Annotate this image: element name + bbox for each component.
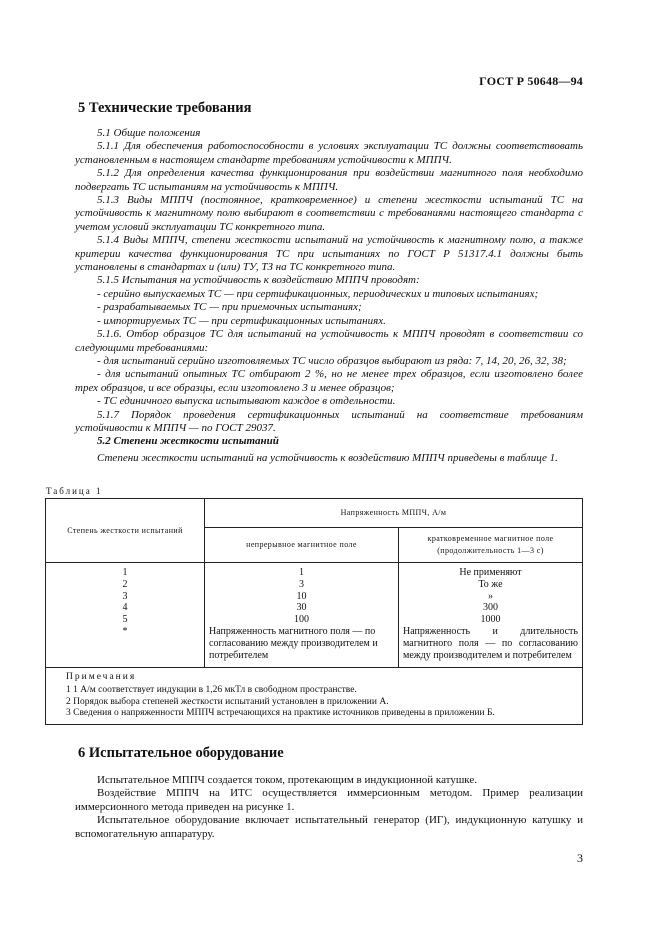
- short-term-value: То же: [478, 578, 503, 590]
- section-5-body: [75, 127, 583, 465]
- standard-code: ГОСТ Р 50648—94: [479, 74, 583, 88]
- list-item: - импортируемых ТС — при сертификационных испытаниях.: [97, 314, 386, 327]
- col-header-continuous: непрерывное магнитное поле: [205, 528, 399, 563]
- table-caption: Таблица 1: [46, 486, 103, 496]
- para-5-1-1: 5.1.1 Для обеспечения работоспособности в условиях эксплуатации ТС должны соответствовать установленным в настоящем стандарте требованиям устойчивости к МППЧ.: [75, 140, 583, 166]
- para-5-1: 5.1 Общие положения: [97, 127, 201, 139]
- page-number: 3: [577, 851, 583, 865]
- list-item: - разрабатываемых ТС — при приемочных испытаниях;: [97, 301, 362, 314]
- note-item: 3 Сведения о напряженности МППЧ встречающихся на практике источников приведены в приложении Б.: [66, 708, 495, 719]
- section-6-body: [75, 774, 583, 841]
- notes-caption: Примечания: [66, 672, 137, 683]
- continuous-value: 100: [294, 614, 309, 626]
- level-value: 5: [122, 614, 128, 626]
- short-term-value: »: [488, 590, 493, 602]
- para-6-3: Испытательное оборудование включает испытательный генератор (ИГ), индукционную катушку и вспомогательную аппаратуру.: [75, 814, 583, 840]
- section-6-heading: 6 Испытательное оборудование: [78, 745, 284, 761]
- para-6-1: Испытательное МППЧ создается током, протекающим в индукционной катушке.: [97, 774, 478, 786]
- short-term-cell: [399, 563, 583, 668]
- section-5-heading: 5 Технические требования: [78, 100, 252, 116]
- level-value: 3: [122, 590, 128, 602]
- level-value: *: [122, 625, 128, 637]
- continuous-value: 30: [296, 602, 307, 614]
- col-header-level: Степень жесткости испытаний: [46, 499, 205, 563]
- short-term-value: 300: [483, 602, 498, 614]
- note-item: 2 Порядок выбора степеней жесткости испытаний установлен в приложении А.: [66, 696, 389, 707]
- levels-cell: [46, 563, 205, 668]
- col-header-short-term: кратковременное магнитное поле (продолжительность 1—3 с): [399, 528, 583, 563]
- para-5-1-4: 5.1.4 Виды МППЧ, степени жесткости испытаний на устойчивость к магнитному полю, а также критерии качества функционирования ТС при испытаниях по ГОСТ Р 51317.4.1 должны быть установлены в стандартах и (или) ТУ, ТЗ на ТС конкретного типа.: [75, 234, 583, 274]
- short-term-value: 1000: [480, 614, 501, 626]
- note-item: 1 1 А/м соответствует индукции в 1,26 мкТл в свободном пространстве.: [66, 684, 357, 695]
- continuous-note: Напряженность магнитного поля — по согласованию между производителем и потребителем: [209, 625, 378, 661]
- level-value: 2: [122, 578, 128, 590]
- para-6-2: Воздействие МППЧ на ИТС осуществляется иммерсионным методом. Пример реализации иммерсионного метода приведен на рисунке 1.: [75, 787, 583, 813]
- table-1: [45, 498, 583, 725]
- list-item: - ТС единичного выпуска испытывают каждое в отдельности.: [97, 395, 396, 408]
- continuous-cell: [205, 563, 399, 668]
- para-5-1-3: 5.1.3 Виды МППЧ (постоянное, кратковременное) и степени жесткости испытаний ТС на устойчивость к магнитному полю выбирают в соответствии с требованиями настоящего стандарта с учетом условий эксплуатации ТС конкретного типа.: [75, 194, 583, 233]
- level-value: 4: [122, 602, 128, 614]
- subsection-5-2-heading: 5.2 Степени жесткости испытаний: [97, 435, 279, 448]
- para-5-2: Степени жесткости испытаний на устойчивость к воздействию МППЧ приведены в таблице 1.: [97, 451, 558, 464]
- short-term-value: Не применяют: [459, 567, 522, 578]
- list-item: - серийно выпускаемых ТС — при сертификационных, периодических и типовых испытаниях;: [97, 287, 539, 300]
- para-5-1-6: 5.1.6. Отбор образцов ТС для испытаний на устойчивость к МППЧ проводят в соответствии со следующими требованиями:: [75, 328, 583, 354]
- para-5-1-5: 5.1.5 Испытания на устойчивость к воздействию МППЧ проводят:: [97, 274, 420, 287]
- para-5-1-2: 5.1.2 Для определения качества функционирования при воздействии магнитного поля необходимо подвергать ТС испытаниям на устойчивость к МППЧ.: [75, 167, 583, 193]
- list-item: - для испытаний опытных ТС отбирают 2 %, но не менее трех образцов, если изготовлено более трех образцов, и все образцы, если изготовлено 3 и менее образцов;: [75, 368, 583, 394]
- continuous-value: 10: [296, 590, 307, 602]
- list-item: - для испытаний серийно изготовляемых ТС число образцов выбирают из ряда: 7, 14, 20, 26, 32, 38;: [97, 354, 567, 367]
- continuous-value: 3: [299, 578, 304, 590]
- para-5-1-7: 5.1.7 Порядок проведения сертификационных испытаний на соответствие требованиям устойчивости к МППЧ — по ГОСТ 29037.: [75, 408, 583, 434]
- short-term-note: Напряженность и длительность магнитного поля — по согласованию между производителем и потребителем: [403, 625, 578, 661]
- table-notes: [46, 668, 583, 724]
- continuous-value: 1: [299, 567, 304, 578]
- group-header-intensity: Напряженность МППЧ, А/м: [205, 499, 583, 528]
- level-value: 1: [122, 567, 128, 578]
